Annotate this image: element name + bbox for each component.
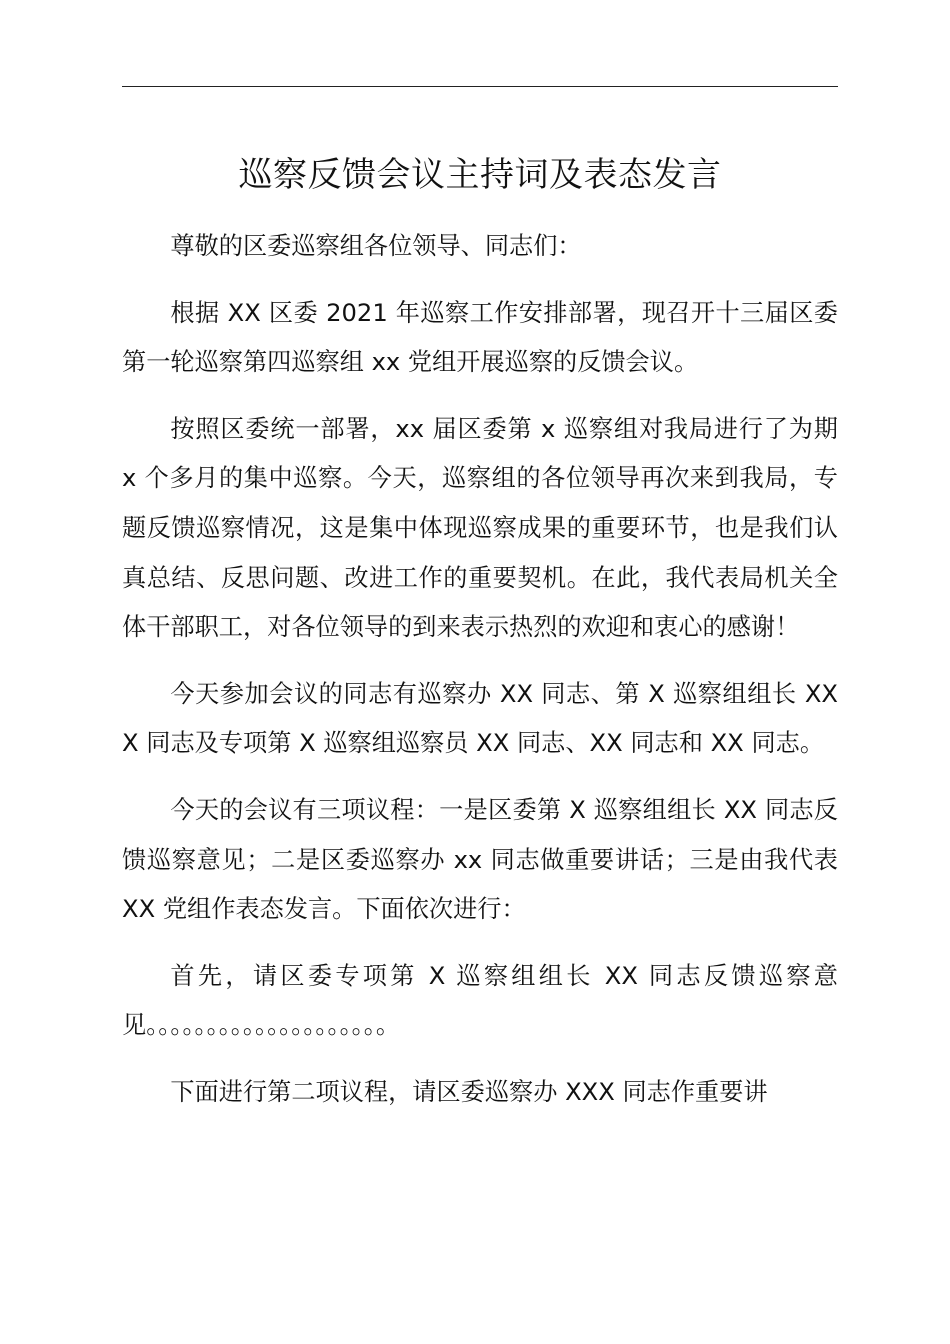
paragraph-welcome: 按照区委统一部署，xx 届区委第 x 巡察组对我局进行了为期 x 个多月的集中巡察。今天，巡察组的各位领导再次来到我局，专题反馈巡察情况，这是集中体现巡察成果的重要环节，也是我们认真总结、反思问题、改进工作的重要契机。在此，我代表局机关全体干部职工，对各位领导的到来表示热烈的欢迎和衷心的感谢！ [122,414,838,642]
header-rule [122,86,838,87]
paragraph-salutation: 尊敬的区委巡察组各位领导、同志们： [170,232,582,260]
paragraph-second-item: 下面进行第二项议程，请区委巡察办 XXX 同志作重要讲 [170,1077,768,1106]
paragraph-meeting-purpose: 根据 XX 区委 2021 年巡察工作安排部署，现召开十三届区委第一轮巡察第四巡察组 xx 党组开展巡察的反馈会议。 [122,298,838,377]
document-title: 巡察反馈会议主持词及表态发言 [238,155,722,195]
paragraph-agenda: 今天的会议有三项议程：一是区委第 X 巡察组组长 XX 同志反馈巡察意见；二是区委巡察办 xx 同志做重要讲话；三是由我代表 XX 党组作表态发言。下面依次进行： [122,795,838,924]
document-body [122,222,838,1135]
paragraph-first-item: 首先，请区委专项第 X 巡察组组长 XX 同志反馈巡察意见。。。。。。。。。。。。。。。。。。。。 [122,961,838,1040]
paragraph-attendees: 今天参加会议的同志有巡察办 XX 同志、第 X 巡察组组长 XXX 同志及专项第 X 巡察组巡察员 XX 同志、XX 同志和 XX 同志。 [122,679,838,758]
